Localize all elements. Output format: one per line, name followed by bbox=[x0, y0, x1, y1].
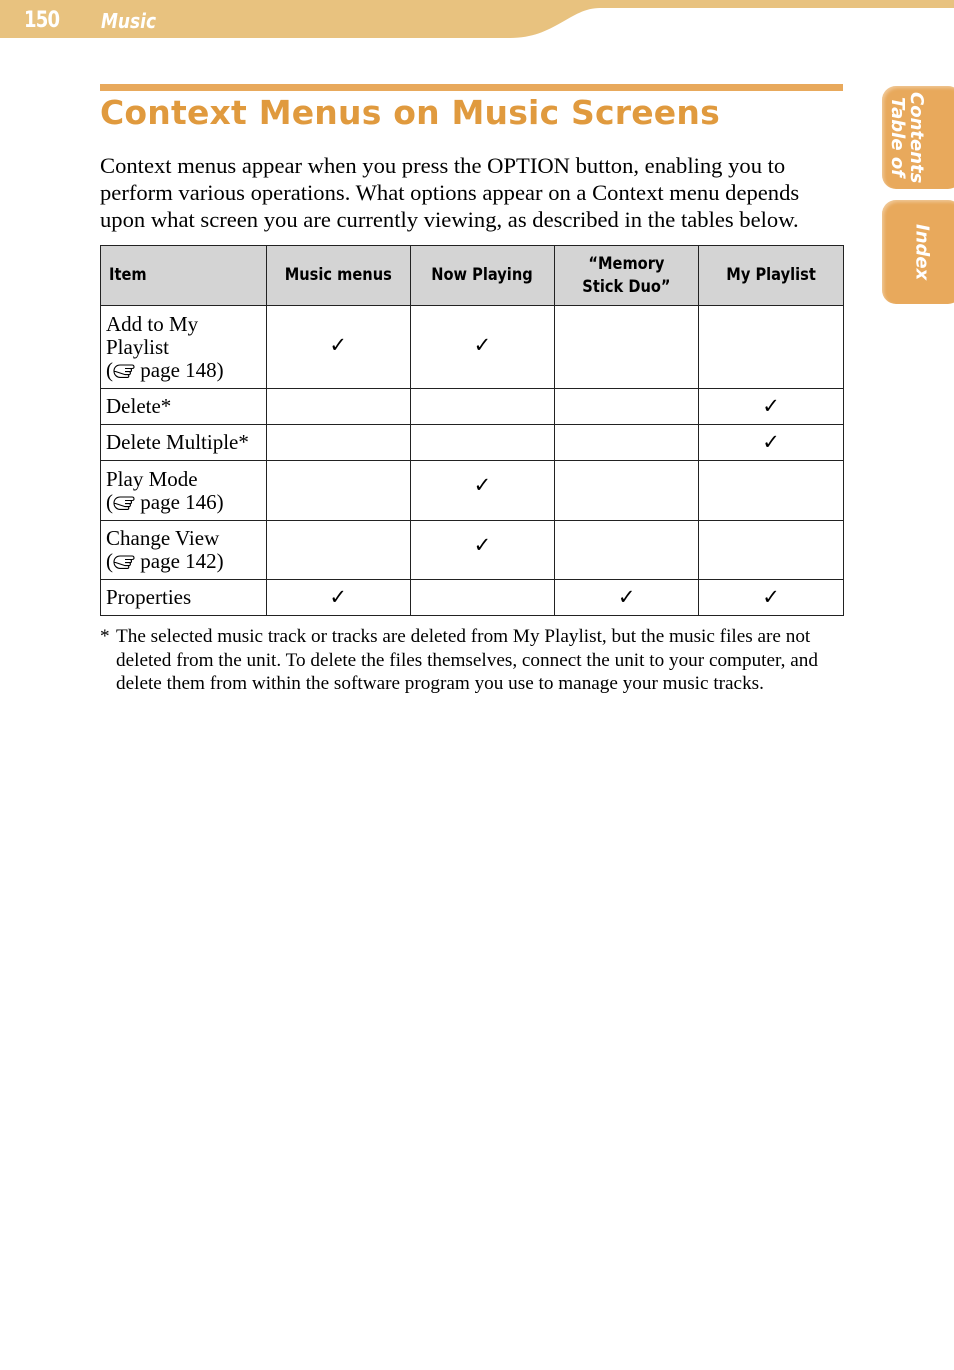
intro-paragraph: Context menus appear when you press the OPTION button, enabling you to perform various operations. What options appear on a Context menu depends upon what screen you are currently viewing, as described in the tables below. bbox=[100, 153, 800, 232]
cell-memory-stick-duo bbox=[555, 580, 699, 616]
cell-now-playing bbox=[410, 461, 555, 521]
item-cell bbox=[101, 425, 267, 461]
title-rule bbox=[100, 84, 843, 91]
pointing-hand-icon bbox=[113, 552, 135, 568]
item-name: Play Mode bbox=[106, 466, 198, 491]
item-name: Delete Multiple* bbox=[106, 430, 249, 454]
item-cell bbox=[101, 461, 267, 521]
column-header-now-playing-label: Now Playing bbox=[431, 265, 534, 285]
table-row bbox=[101, 425, 844, 461]
item-cell bbox=[101, 306, 267, 389]
cell-music-menus bbox=[266, 521, 410, 580]
item-name: Delete* bbox=[106, 394, 172, 418]
cell-my-playlist bbox=[699, 306, 844, 389]
index-tab[interactable] bbox=[882, 200, 954, 304]
cell-music-menus bbox=[266, 389, 410, 425]
check-icon: ✓ bbox=[473, 473, 492, 497]
cell-memory-stick-duo bbox=[555, 521, 699, 580]
footnote-mark: * bbox=[100, 626, 110, 647]
item-cell bbox=[101, 580, 267, 616]
cell-music-menus bbox=[266, 461, 410, 521]
page-reference-text: page 146) bbox=[140, 489, 224, 514]
cell-music-menus bbox=[266, 306, 410, 389]
table-row bbox=[101, 461, 844, 521]
cell-my-playlist bbox=[699, 580, 844, 616]
page-reference-text: page 142) bbox=[140, 549, 224, 573]
check-icon: ✓ bbox=[617, 585, 636, 609]
cell-memory-stick-duo bbox=[555, 389, 699, 425]
table-header-row bbox=[101, 246, 844, 306]
table-of-contents-tab[interactable] bbox=[882, 86, 954, 189]
column-header-now-playing bbox=[410, 246, 555, 306]
check-icon: ✓ bbox=[762, 430, 780, 454]
column-header-memory-stick-duo bbox=[555, 246, 699, 306]
check-icon: ✓ bbox=[329, 333, 347, 357]
cell-my-playlist bbox=[699, 521, 844, 580]
column-header-my-playlist-label: My Playlist bbox=[726, 265, 816, 285]
page-reference[interactable]: ( page 142) bbox=[106, 549, 224, 573]
column-header-music-menus-label: Music menus bbox=[284, 265, 392, 285]
cell-my-playlist bbox=[699, 425, 844, 461]
check-icon: ✓ bbox=[762, 585, 780, 609]
cell-now-playing bbox=[410, 425, 555, 461]
header-band bbox=[0, 0, 954, 40]
table-row bbox=[101, 306, 844, 389]
toc-tab-label bbox=[882, 86, 954, 189]
item-name: Properties bbox=[106, 585, 192, 609]
page-title: Context Menus on Music Screens bbox=[100, 93, 720, 132]
cell-music-menus bbox=[266, 425, 410, 461]
check-icon: ✓ bbox=[762, 394, 780, 418]
check-icon: ✓ bbox=[473, 333, 492, 357]
cell-now-playing bbox=[410, 580, 555, 616]
toc-tab-line2: Contents bbox=[906, 91, 927, 184]
check-icon: ✓ bbox=[473, 533, 492, 557]
column-header-item bbox=[101, 246, 267, 306]
item-cell bbox=[101, 389, 267, 425]
section-name: Music bbox=[101, 9, 157, 33]
footnote-text: The selected music track or tracks are deleted from My Playlist, but the music files are not deleted from the unit. To delete the files themselves, connect the unit to your computer, and delete them from within the software program you use to manage your music tracks. bbox=[116, 626, 818, 694]
cell-now-playing bbox=[410, 306, 555, 389]
column-header-item-label: Item bbox=[109, 265, 147, 285]
pointing-hand-icon bbox=[113, 361, 135, 377]
page-number: 150 bbox=[24, 8, 60, 33]
check-icon: ✓ bbox=[329, 585, 347, 609]
item-name: Add to My Playlist bbox=[106, 311, 199, 359]
cell-music-menus bbox=[266, 580, 410, 616]
pointing-hand-icon bbox=[113, 493, 135, 509]
footnote bbox=[100, 625, 830, 696]
page-reference-text: page 148) bbox=[140, 357, 224, 382]
column-header-my-playlist bbox=[699, 246, 844, 306]
cell-my-playlist bbox=[699, 389, 844, 425]
toc-tab-line1: Table of bbox=[887, 97, 908, 178]
context-menu-table bbox=[100, 245, 844, 616]
column-header-music-menus bbox=[266, 246, 410, 306]
cell-memory-stick-duo bbox=[555, 461, 699, 521]
table-row bbox=[101, 580, 844, 616]
column-header-memory-stick-duo-label: “Memory Stick Duo” bbox=[582, 253, 671, 297]
cell-now-playing bbox=[410, 389, 555, 425]
item-cell bbox=[101, 521, 267, 580]
cell-now-playing bbox=[410, 521, 555, 580]
table-row bbox=[101, 389, 844, 425]
index-tab-label bbox=[882, 200, 954, 304]
cell-memory-stick-duo bbox=[555, 425, 699, 461]
cell-my-playlist bbox=[699, 461, 844, 521]
item-name: Change View bbox=[106, 526, 220, 550]
table-row bbox=[101, 521, 844, 580]
cell-memory-stick-duo bbox=[555, 306, 699, 389]
page-reference[interactable]: ( page 146) bbox=[106, 489, 224, 514]
page-reference[interactable]: ( page 148) bbox=[106, 357, 224, 382]
index-tab-text: Index bbox=[911, 223, 933, 281]
